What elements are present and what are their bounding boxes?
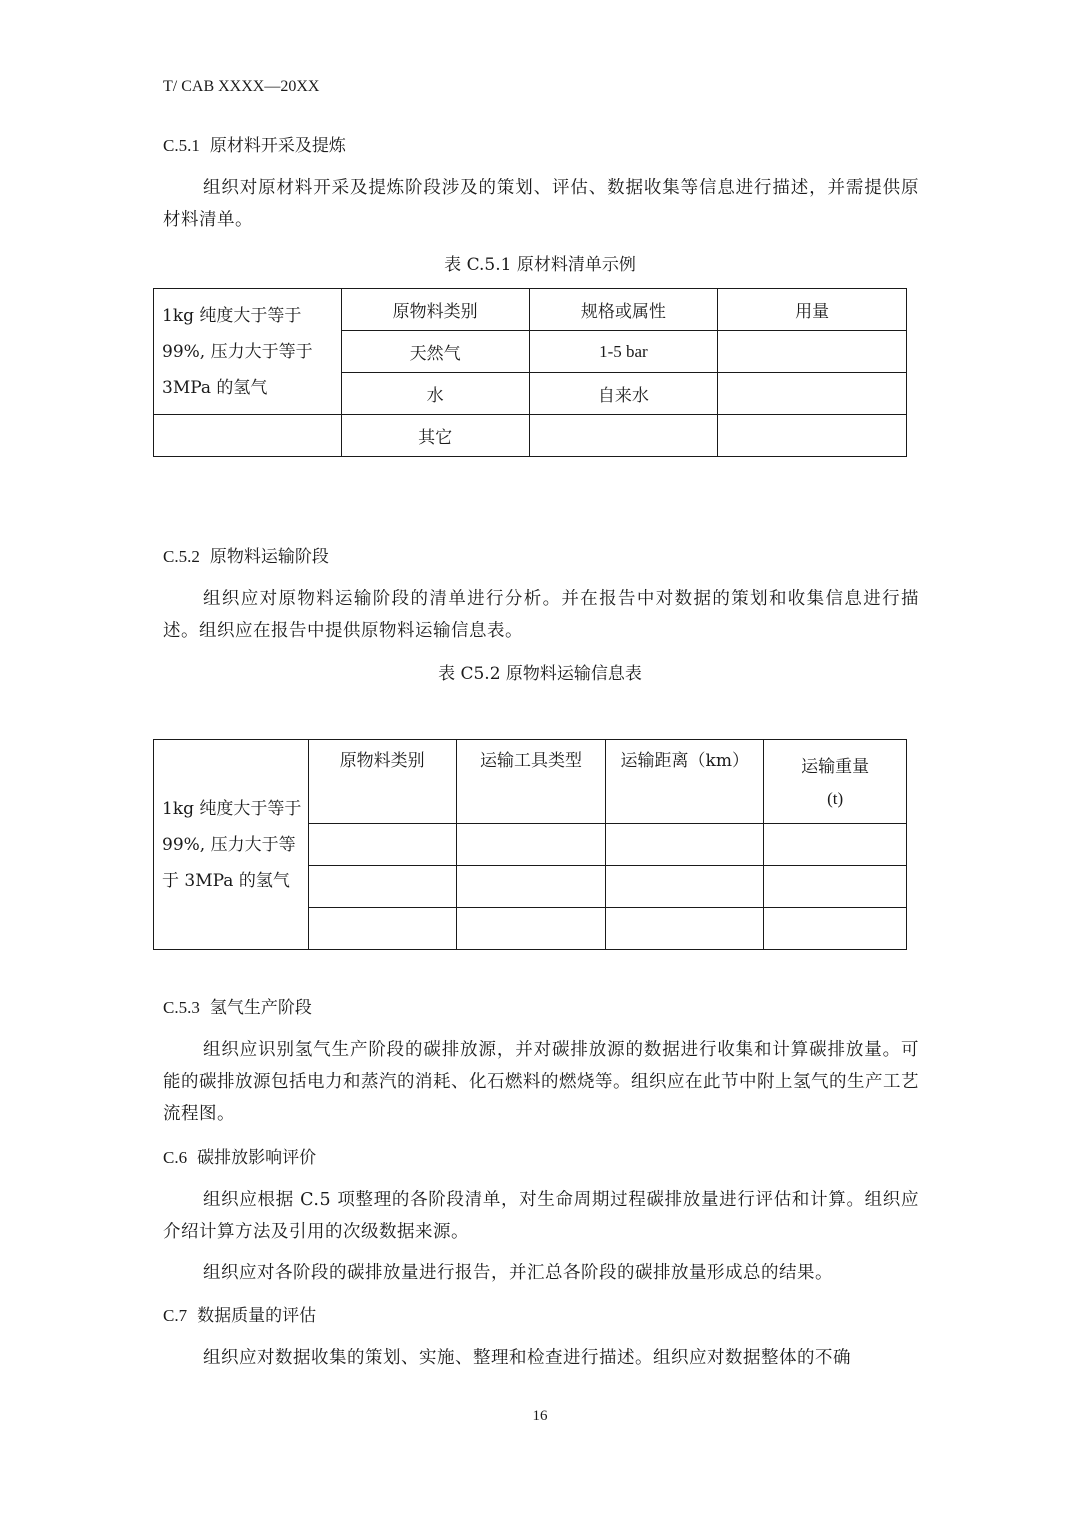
table-cell: [718, 331, 907, 373]
table-cell: [764, 824, 907, 866]
table-cell: [308, 824, 456, 866]
section-heading-c552: [163, 545, 329, 569]
column-header: 原物料类别: [308, 740, 456, 824]
table-cell: 天然气: [341, 331, 529, 373]
table-cell: [456, 908, 606, 950]
section-number: C.6: [163, 1148, 188, 1167]
page-number: 16: [532, 1408, 548, 1424]
empty-cell: [154, 415, 342, 457]
section-number: C.5.1: [163, 136, 200, 155]
section-title: 原物料运输阶段: [209, 547, 329, 567]
table-cell: 1-5 bar: [529, 331, 718, 373]
paragraph-transport: 组织应对原物料运输阶段的清单进行分析。并在报告中对数据的策划和收集信息进行描述。组织应在报告中提供原物料运输信息表。: [163, 589, 919, 641]
table-cell: [606, 824, 764, 866]
raw-material-table: [153, 288, 907, 457]
column-header: 用量: [718, 289, 907, 331]
section-heading-c6: [163, 1146, 316, 1170]
table-cell: [764, 908, 907, 950]
paragraph-emission-report: 组织应对各阶段的碳排放量进行报告，并汇总各阶段的碳排放量形成总的结果。: [203, 1263, 833, 1283]
table-cell: 水: [341, 373, 529, 415]
document-code-header: T/ CAB XXXX—20XX: [163, 78, 320, 95]
paragraph-hydrogen-production: 组织应识别氢气生产阶段的碳排放源，并对碳排放源的数据进行收集和计算碳排放量。可能的碳排放源包括电力和蒸汽的消耗、化石燃料的燃烧等。组织应在此节中附上氢气的生产工艺流程图。: [163, 1040, 919, 1124]
table-cell: [606, 866, 764, 908]
column-header: 运输距离（km）: [606, 740, 764, 824]
section-number: C.7: [163, 1306, 188, 1325]
table-cell: 其它: [341, 415, 529, 457]
section-title: 碳排放影响评价: [197, 1148, 317, 1168]
table-cell: [308, 866, 456, 908]
section-title: 氢气生产阶段: [209, 998, 312, 1018]
section-title: 数据质量的评估: [197, 1306, 317, 1326]
transport-info-table: [153, 739, 907, 950]
section-heading-c553: [163, 996, 312, 1020]
column-header-line: 运输重量: [801, 757, 870, 777]
table-header-row: [154, 289, 907, 331]
table-header-row: [154, 740, 907, 824]
table-cell: [308, 908, 456, 950]
column-header: [764, 740, 907, 824]
table-cell: [529, 415, 718, 457]
section-heading-c7: [163, 1304, 316, 1328]
table-cell: [456, 866, 606, 908]
table-cell: [456, 824, 606, 866]
paragraph-data-quality: 组织应对数据收集的策划、实施、整理和检查进行描述。组织应对数据整体的不确: [203, 1348, 851, 1368]
section-number: C.5.2: [163, 547, 200, 566]
product-description-cell: 1kg 纯度大于等于 99%, 压力大于等于 3MPa 的氢气: [154, 289, 342, 415]
table-caption-c552: 表 C5.2 原物料运输信息表: [438, 664, 642, 684]
column-header: 原物料类别: [341, 289, 529, 331]
table-cell: 自来水: [529, 373, 718, 415]
table-cell: [764, 866, 907, 908]
table-caption-c551: 表 C.5.1 原材料清单示例: [444, 255, 636, 275]
section-title: 原材料开采及提炼: [209, 136, 346, 156]
column-header: 运输工具类型: [456, 740, 606, 824]
table-cell: [606, 908, 764, 950]
column-header: 规格或属性: [529, 289, 718, 331]
paragraph-impact-evaluation: 组织应根据 C.5 项整理的各阶段清单，对生命周期过程碳排放量进行评估和计算。组织应介绍计算方法及引用的次级数据来源。: [163, 1190, 919, 1242]
table-cell: [718, 373, 907, 415]
section-number: C.5.3: [163, 998, 200, 1017]
product-description-cell: 1kg 纯度大于等于 99%, 压力大于等于 3MPa 的氢气: [154, 740, 309, 950]
table-row: [154, 415, 907, 457]
table-cell: [718, 415, 907, 457]
column-header-unit: (t): [827, 789, 844, 808]
section-heading-c551: [163, 134, 346, 158]
paragraph-raw-material: 组织对原材料开采及提炼阶段涉及的策划、评估、数据收集等信息进行描述，并需提供原材料清单。: [163, 178, 919, 230]
